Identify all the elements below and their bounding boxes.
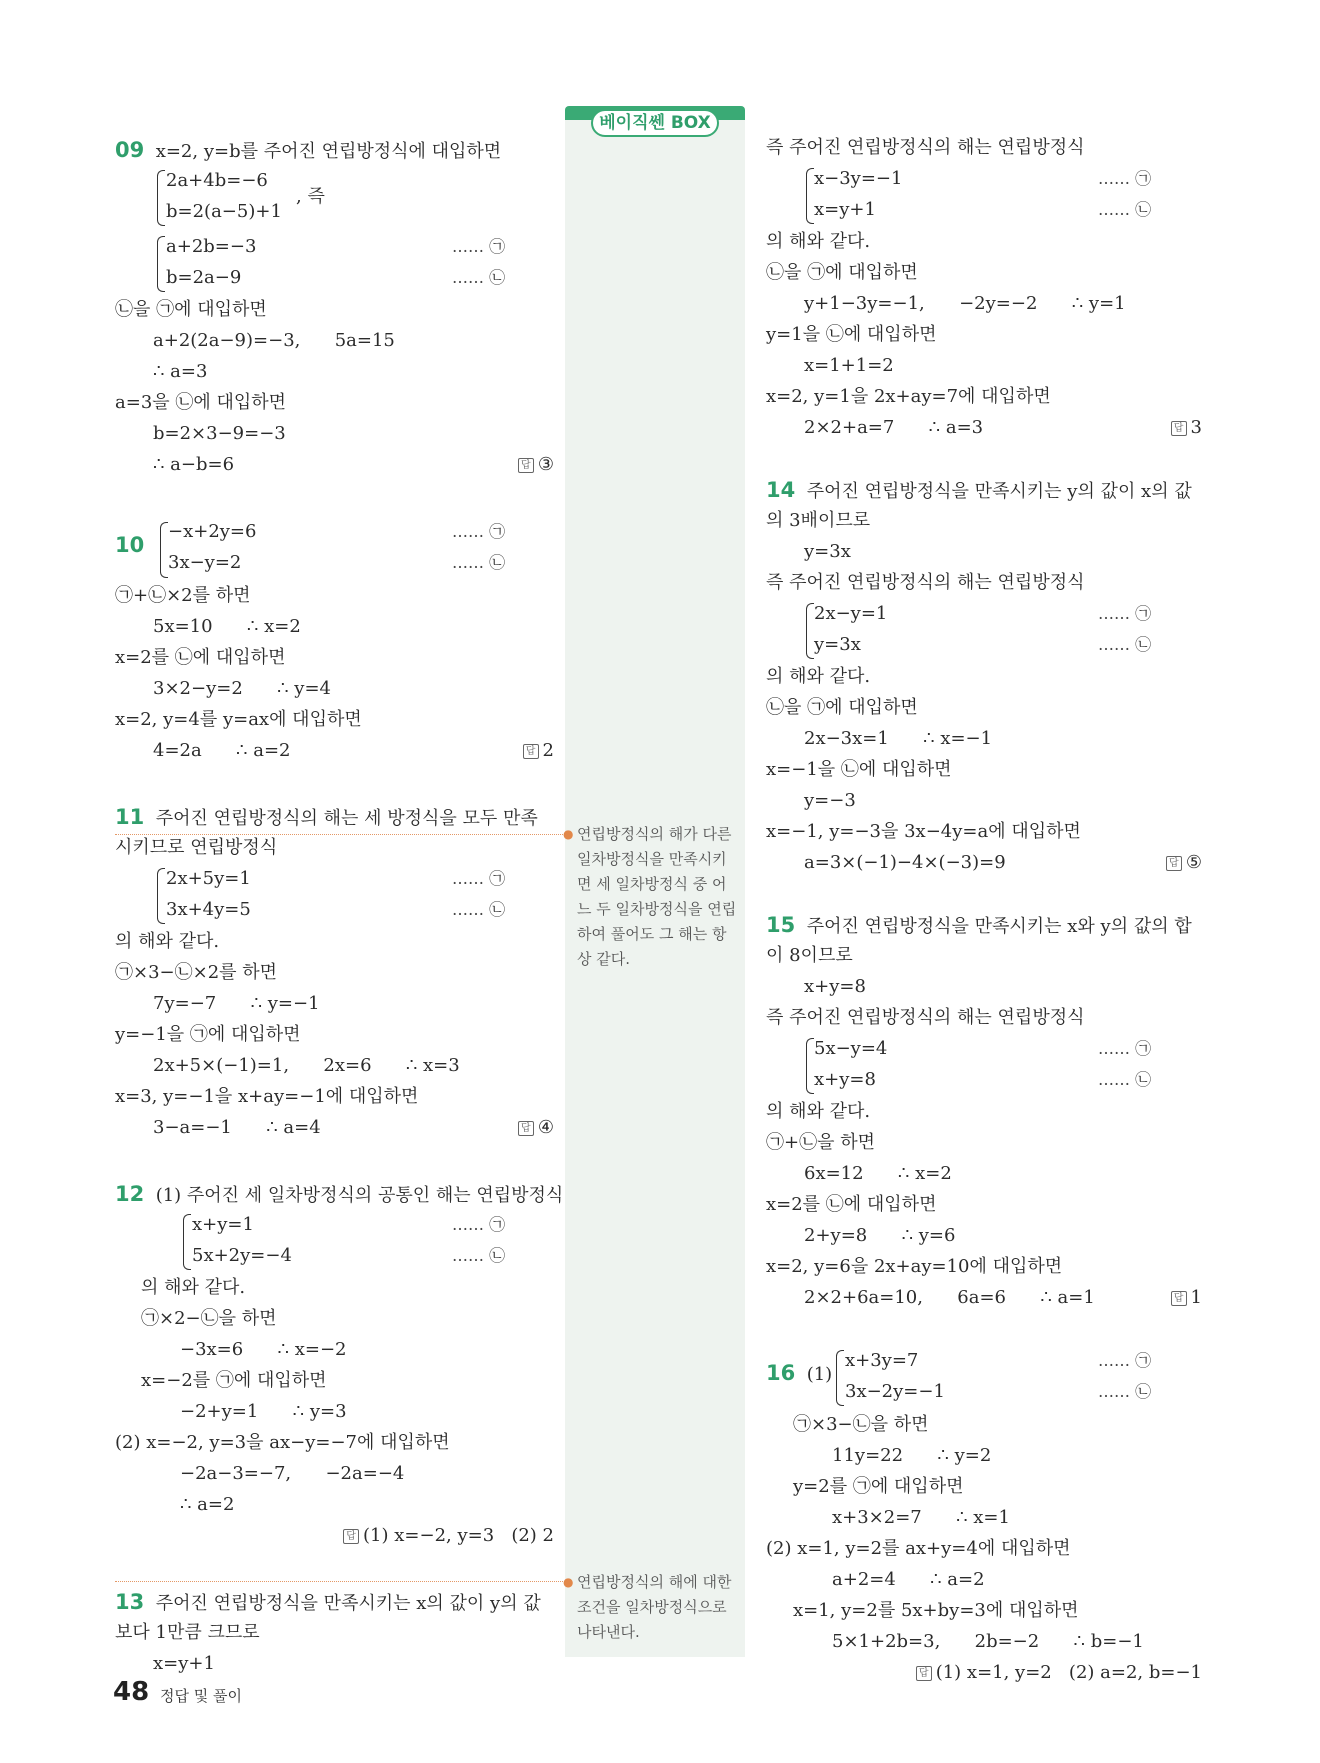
text: x=−1을 ㉡에 대입하면 bbox=[766, 759, 952, 780]
equation-1: 2x−y=1 bbox=[814, 603, 888, 624]
equation-2: x+y=8 bbox=[814, 1069, 876, 1090]
answer bbox=[860, 1661, 1202, 1685]
text: x=2를 ㉡에 대입하면 bbox=[115, 647, 286, 668]
text: 즉 주어진 연립방정식의 해는 연립방정식 bbox=[766, 572, 1085, 593]
answer bbox=[260, 1524, 554, 1548]
text: −3x=6 ∴ x=−2 bbox=[180, 1339, 347, 1360]
system-brace bbox=[160, 522, 168, 578]
equation-marker-2: …… ㉡ bbox=[1098, 1070, 1152, 1089]
answer-value: (1) x=1, y=2 (2) a=2, b=−1 bbox=[935, 1662, 1202, 1683]
text: ㉠+㉡을 하면 bbox=[766, 1132, 875, 1153]
text: y=2를 ㉠에 대입하면 bbox=[793, 1476, 964, 1497]
problem-16-line-1 bbox=[766, 1361, 832, 1387]
equation-marker-2: …… ㉡ bbox=[452, 1246, 506, 1265]
text: 주어진 연립방정식을 만족시키는 x의 값이 y의 값 bbox=[155, 1593, 541, 1614]
answer bbox=[300, 1116, 554, 1140]
answer bbox=[950, 1286, 1202, 1310]
equation-1: a+2b=−3 bbox=[166, 236, 257, 257]
text: x=1, y=2를 5x+by=3에 대입하면 bbox=[793, 1600, 1079, 1621]
equation-1: x−3y=−1 bbox=[814, 168, 903, 189]
equation-marker-2: …… ㉡ bbox=[1098, 200, 1152, 219]
text: 보다 1만큼 크므로 bbox=[115, 1622, 260, 1643]
equation-2: x=y+1 bbox=[814, 199, 876, 220]
equation-marker-1: …… ㉠ bbox=[1098, 169, 1152, 188]
answer-value: 2 bbox=[542, 740, 554, 761]
text: 6x=12 ∴ x=2 bbox=[804, 1163, 952, 1184]
box-note-2-text: 연립방정식의 해에 대한 조건을 일차방정식으로 나타낸다. bbox=[577, 1573, 732, 1641]
system-brace bbox=[157, 236, 165, 292]
equation-1: x+3y=7 bbox=[845, 1350, 919, 1371]
equation-2: y=3x bbox=[814, 634, 861, 655]
text: x+y=8 bbox=[804, 976, 866, 997]
problem-14-line-1 bbox=[766, 478, 1192, 504]
text: 의 해와 같다. bbox=[766, 231, 871, 252]
equation-marker-1: …… ㉠ bbox=[452, 1215, 506, 1234]
problem-number: 09 bbox=[115, 138, 145, 162]
note-connector-11 bbox=[115, 834, 565, 835]
answer-icon: 답 bbox=[523, 744, 539, 759]
text: 4=2a ∴ a=2 bbox=[153, 740, 291, 761]
problem-number: 14 bbox=[766, 478, 796, 502]
text: 의 해와 같다. bbox=[115, 931, 220, 952]
answer bbox=[300, 739, 554, 763]
text: 5x=10 ∴ x=2 bbox=[153, 616, 301, 637]
system-brace bbox=[157, 170, 165, 226]
text: , 즉 bbox=[296, 186, 325, 207]
equation-2: 3x+4y=5 bbox=[166, 899, 251, 920]
system-brace bbox=[806, 168, 814, 224]
text: x=2, y=6을 2x+ay=10에 대입하면 bbox=[766, 1256, 1063, 1277]
text: 5×1+2b=3, 2b=−2 ∴ b=−1 bbox=[832, 1631, 1144, 1652]
note-bullet-icon: ● bbox=[563, 827, 574, 841]
text: (2) x=−2, y=3을 ax−y=−7에 대입하면 bbox=[115, 1432, 450, 1453]
text: x=2를 ㉡에 대입하면 bbox=[766, 1194, 937, 1215]
answer-value: 3 bbox=[1190, 417, 1202, 438]
page-number: 48 bbox=[113, 1677, 150, 1707]
problem-number-row bbox=[115, 533, 144, 559]
text: x=−2를 ㉠에 대입하면 bbox=[141, 1370, 327, 1391]
text: 즉 주어진 연립방정식의 해는 연립방정식 bbox=[766, 137, 1085, 158]
box-note-1-text: 연립방정식의 해가 다른 일차방정식을 만족시키면 세 일차방정식 중 어느 두 일차방정식을 연립하여 풀어도 그 해는 항상 같다. bbox=[577, 825, 737, 968]
text: ㉡을 ㉠에 대입하면 bbox=[766, 697, 918, 718]
text: 의 해와 같다. bbox=[766, 1101, 871, 1122]
system-brace bbox=[806, 1038, 814, 1094]
text: a=3×(−1)−4×(−3)=9 bbox=[804, 852, 1006, 873]
text: 이 8이므로 bbox=[766, 945, 853, 966]
equation-marker-1: …… ㉠ bbox=[452, 237, 506, 256]
answer-icon: 답 bbox=[1171, 1291, 1187, 1306]
system-brace bbox=[157, 868, 165, 924]
problem-11-line-1 bbox=[115, 805, 538, 831]
box-note-1 bbox=[563, 822, 737, 972]
equation-marker-2: …… ㉡ bbox=[1098, 635, 1152, 654]
text: 3×2−y=2 ∴ y=4 bbox=[153, 678, 331, 699]
text: x=3, y=−1을 x+ay=−1에 대입하면 bbox=[115, 1086, 419, 1107]
note-bullet-icon: ● bbox=[563, 1575, 574, 1589]
text: ㉡을 ㉠에 대입하면 bbox=[115, 299, 267, 320]
equation-marker-2: …… ㉡ bbox=[452, 268, 506, 287]
text: a+2(2a−9)=−3, 5a=15 bbox=[153, 330, 395, 351]
answer bbox=[950, 416, 1202, 440]
equation: b=2(a−5)+1 bbox=[166, 201, 282, 222]
text: 2x−3x=1 ∴ x=−1 bbox=[804, 728, 993, 749]
text: 주어진 연립방정식을 만족시키는 x와 y의 값의 합 bbox=[806, 916, 1192, 937]
text: 의 해와 같다. bbox=[766, 666, 871, 687]
text: y=−1을 ㉠에 대입하면 bbox=[115, 1024, 301, 1045]
text: (1) bbox=[806, 1364, 833, 1385]
equation-marker-1: …… ㉠ bbox=[1098, 1039, 1152, 1058]
text: x+3×2=7 ∴ x=1 bbox=[832, 1507, 1010, 1528]
text: (1) 주어진 세 일차방정식의 공통인 해는 연립방정식 bbox=[155, 1185, 564, 1206]
equation-1: 2x+5y=1 bbox=[166, 868, 251, 889]
basic-box-header bbox=[565, 106, 745, 140]
equation-marker-1: …… ㉠ bbox=[1098, 604, 1152, 623]
text: 주어진 연립방정식을 만족시키는 y의 값이 x의 값 bbox=[806, 481, 1192, 502]
text: 의 3배이므로 bbox=[766, 510, 871, 531]
text: 2x+5×(−1)=1, 2x=6 ∴ x=3 bbox=[153, 1055, 460, 1076]
answer-value: (1) x=−2, y=3 (2) 2 bbox=[363, 1525, 554, 1546]
text: ㉠×3−㉡×2를 하면 bbox=[115, 962, 278, 983]
answer-icon: 답 bbox=[1171, 421, 1187, 436]
text: ∴ a=2 bbox=[180, 1494, 235, 1515]
equation-2: 5x+2y=−4 bbox=[192, 1245, 292, 1266]
answer-value: 1 bbox=[1190, 1287, 1202, 1308]
text: ㉠+㉡×2를 하면 bbox=[115, 585, 251, 606]
answer bbox=[950, 851, 1202, 875]
equation-1: x+y=1 bbox=[192, 1214, 254, 1235]
problem-12-line-1 bbox=[115, 1182, 563, 1208]
answer-icon: 답 bbox=[518, 1121, 534, 1136]
equation-2: 3x−y=2 bbox=[168, 552, 242, 573]
text: 즉 주어진 연립방정식의 해는 연립방정식 bbox=[766, 1007, 1085, 1028]
equation-1: −x+2y=6 bbox=[168, 521, 257, 542]
text: 주어진 연립방정식의 해는 세 방정식을 모두 만족 bbox=[155, 808, 538, 829]
text: x=2, y=b를 주어진 연립방정식에 대입하면 bbox=[155, 141, 502, 162]
box-title: 베이직쎈 BOX bbox=[591, 109, 719, 137]
text: 시키므로 연립방정식 bbox=[115, 837, 278, 858]
text: ㉡을 ㉠에 대입하면 bbox=[766, 262, 918, 283]
problem-number: 16 bbox=[766, 1361, 796, 1385]
answer-value: ⑤ bbox=[1185, 852, 1202, 873]
answer-icon: 답 bbox=[1166, 856, 1182, 871]
problem-number: 15 bbox=[766, 913, 796, 937]
text: x=2, y=4를 y=ax에 대입하면 bbox=[115, 709, 362, 730]
text: ㉠×2−㉡을 하면 bbox=[141, 1308, 277, 1329]
text: 2×2+a=7 ∴ a=3 bbox=[804, 417, 984, 438]
text: −2a−3=−7, −2a=−4 bbox=[180, 1463, 405, 1484]
text: 3−a=−1 ∴ a=4 bbox=[153, 1117, 321, 1138]
problem-09-line-1 bbox=[115, 138, 501, 164]
text: ∴ a=3 bbox=[153, 361, 208, 382]
text: x=2, y=1을 2x+ay=7에 대입하면 bbox=[766, 386, 1051, 407]
answer-icon: 답 bbox=[916, 1666, 932, 1681]
answer-icon: 답 bbox=[518, 458, 534, 473]
equation-marker-1: …… ㉠ bbox=[1098, 1351, 1152, 1370]
system-brace bbox=[836, 1350, 844, 1406]
text: x=1+1=2 bbox=[804, 355, 894, 376]
problem-number: 12 bbox=[115, 1182, 145, 1206]
text: a+2=4 ∴ a=2 bbox=[832, 1569, 985, 1590]
text: y=1을 ㉡에 대입하면 bbox=[766, 324, 937, 345]
text: 7y=−7 ∴ y=−1 bbox=[153, 993, 320, 1014]
problem-number: 10 bbox=[115, 533, 145, 557]
equation-marker-2: …… ㉡ bbox=[452, 553, 506, 572]
system-brace bbox=[806, 603, 814, 659]
equation-marker-1: …… ㉠ bbox=[452, 869, 506, 888]
equation-1: 5x−y=4 bbox=[814, 1038, 888, 1059]
system-brace bbox=[183, 1214, 191, 1270]
text: (2) x=1, y=2를 ax+y=4에 대입하면 bbox=[766, 1538, 1071, 1559]
text: 2+y=8 ∴ y=6 bbox=[804, 1225, 956, 1246]
text: 11y=22 ∴ y=2 bbox=[832, 1445, 992, 1466]
text: b=2×3−9=−3 bbox=[153, 423, 286, 444]
answer bbox=[300, 453, 554, 477]
text: 의 해와 같다. bbox=[141, 1277, 246, 1298]
text: −2+y=1 ∴ y=3 bbox=[180, 1401, 347, 1422]
problem-number: 13 bbox=[115, 1590, 145, 1614]
equation-marker-1: …… ㉠ bbox=[452, 522, 506, 541]
equation-2: b=2a−9 bbox=[166, 267, 242, 288]
equation-marker-2: …… ㉡ bbox=[452, 900, 506, 919]
equation-marker-2: …… ㉡ bbox=[1098, 1382, 1152, 1401]
text: ∴ a−b=6 bbox=[153, 454, 235, 475]
problem-13-line-1 bbox=[115, 1590, 541, 1616]
box-note-2 bbox=[563, 1570, 737, 1645]
text: y+1−3y=−1, −2y=−2 ∴ y=1 bbox=[804, 293, 1126, 314]
text: y=3x bbox=[804, 541, 851, 562]
text: ㉠×3−㉡을 하면 bbox=[793, 1414, 929, 1435]
text: 2×2+6a=10, 6a=6 ∴ a=1 bbox=[804, 1287, 1095, 1308]
problem-15-line-1 bbox=[766, 913, 1192, 939]
text: a=3을 ㉡에 대입하면 bbox=[115, 392, 287, 413]
text: x=−1, y=−3을 3x−4y=a에 대입하면 bbox=[766, 821, 1081, 842]
equation: 2a+4b=−6 bbox=[166, 170, 268, 191]
note-connector-13 bbox=[115, 1581, 565, 1582]
text: y=−3 bbox=[804, 790, 856, 811]
answer-icon: 답 bbox=[343, 1529, 359, 1544]
answer-value: ④ bbox=[537, 1117, 554, 1138]
equation-2: 3x−2y=−1 bbox=[845, 1381, 945, 1402]
text: x=y+1 bbox=[153, 1653, 215, 1674]
answer-value: ③ bbox=[537, 454, 554, 475]
problem-number: 11 bbox=[115, 805, 145, 829]
footer-section-title: 정답 및 풀이 bbox=[160, 1687, 242, 1705]
